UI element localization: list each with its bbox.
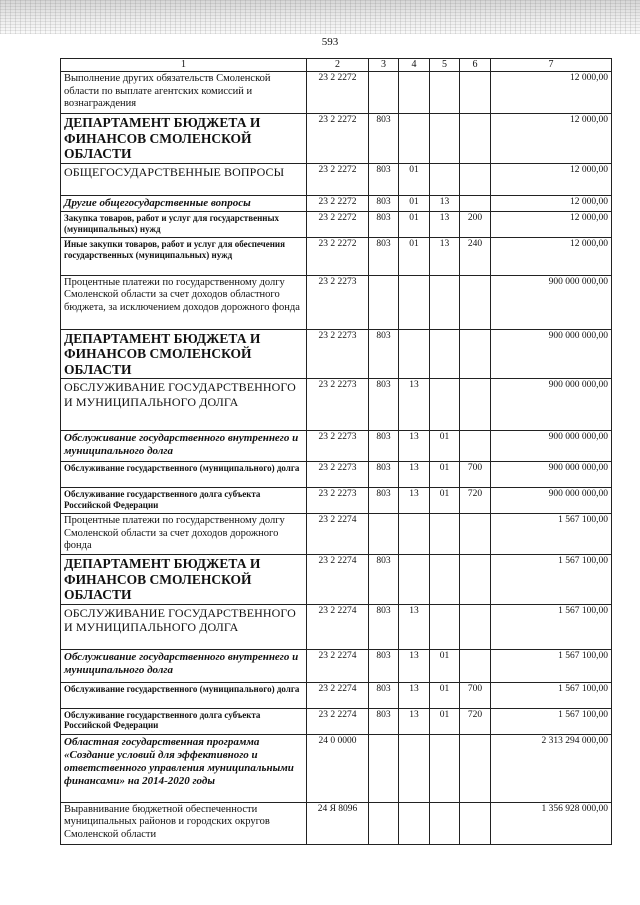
expense-type-code [460,195,491,211]
amount: 1 567 100,00 [491,514,612,555]
budget-code: 23 2 2274 [307,708,369,734]
expense-type-code: 240 [460,237,491,275]
expense-type-code [460,431,491,462]
table-row [61,237,612,275]
table-row [61,431,612,462]
ministry-code: 803 [369,195,399,211]
ministry-code: 803 [369,431,399,462]
expense-type-code [460,114,491,164]
subsection-code [430,802,460,844]
header-cell-7: 7 [491,59,612,72]
expense-type-code [460,163,491,195]
section-code [399,734,430,802]
expense-type-code: 720 [460,488,491,514]
subsection-code: 01 [430,708,460,734]
row-name: Обслуживание государственного внутреннего и муниципального долга [61,431,307,462]
ministry-code: 803 [369,237,399,275]
budget-code: 23 2 2274 [307,649,369,682]
subsection-code [430,604,460,649]
scan-artifact-strip [0,0,640,34]
section-code: 13 [399,431,430,462]
amount: 12 000,00 [491,237,612,275]
table-header-row [61,59,612,72]
amount: 1 567 100,00 [491,555,612,605]
ministry-code: 803 [369,488,399,514]
table-row [61,604,612,649]
amount: 2 313 294 000,00 [491,734,612,802]
section-code: 13 [399,462,430,488]
amount: 1 567 100,00 [491,604,612,649]
subsection-code: 01 [430,488,460,514]
ministry-code [369,514,399,555]
expense-type-code: 700 [460,462,491,488]
budget-code: 23 2 2272 [307,72,369,114]
expense-type-code [460,802,491,844]
budget-code: 23 2 2273 [307,488,369,514]
ministry-code [369,72,399,114]
header-cell-2: 2 [307,59,369,72]
row-name: Выравнивание бюджетной обеспеченности муниципальных районов и городских округов Смоленской области [61,802,307,844]
ministry-code: 803 [369,379,399,431]
budget-code: 23 2 2273 [307,431,369,462]
budget-code: 23 2 2273 [307,462,369,488]
amount: 900 000 000,00 [491,275,612,329]
table-row [61,649,612,682]
header-cell-5: 5 [430,59,460,72]
ministry-code: 803 [369,604,399,649]
subsection-code: 01 [430,462,460,488]
subsection-code: 13 [430,195,460,211]
table-row [61,379,612,431]
expense-type-code: 700 [460,682,491,708]
ministry-code: 803 [369,555,399,605]
row-name: Обслуживание государственного долга субъекта Российской Федерации [61,708,307,734]
budget-code: 23 2 2274 [307,682,369,708]
section-code [399,275,430,329]
section-code: 13 [399,682,430,708]
budget-code: 24 0 0000 [307,734,369,802]
expense-type-code [460,379,491,431]
table-row [61,802,612,844]
amount: 12 000,00 [491,72,612,114]
header-cell-1: 1 [61,59,307,72]
amount: 12 000,00 [491,114,612,164]
subsection-code [430,72,460,114]
expense-type-code [460,72,491,114]
budget-code: 23 2 2273 [307,275,369,329]
row-name: Закупка товаров, работ и услуг для государственных (муниципальных) нужд [61,211,307,237]
subsection-code [430,734,460,802]
table-row [61,734,612,802]
row-name: Обслуживание государственного внутреннего и муниципального долга [61,649,307,682]
ministry-code: 803 [369,114,399,164]
row-name: ДЕПАРТАМЕНТ БЮДЖЕТА И ФИНАНСОВ СМОЛЕНСКОЙ ОБЛАСТИ [61,555,307,605]
row-name: Обслуживание государственного долга субъекта Российской Федерации [61,488,307,514]
subsection-code: 01 [430,649,460,682]
subsection-code [430,114,460,164]
table-row [61,163,612,195]
expense-type-code [460,604,491,649]
expense-type-code [460,649,491,682]
page-number: 593 [321,36,339,48]
budget-code: 23 2 2273 [307,329,369,379]
row-name: Областная государственная программа «Создание условий для эффективного и ответственного управления муниципальными финансами» на 2014-2020 годы [61,734,307,802]
amount: 1 567 100,00 [491,649,612,682]
section-code: 01 [399,195,430,211]
table-row [61,72,612,114]
subsection-code: 13 [430,237,460,275]
amount: 12 000,00 [491,211,612,237]
budget-table [60,58,612,845]
ministry-code: 803 [369,708,399,734]
subsection-code [430,514,460,555]
ministry-code [369,802,399,844]
budget-code: 23 2 2272 [307,211,369,237]
subsection-code [430,163,460,195]
subsection-code: 13 [430,211,460,237]
budget-code: 23 2 2273 [307,379,369,431]
amount: 900 000 000,00 [491,329,612,379]
subsection-code [430,275,460,329]
budget-code: 23 2 2274 [307,514,369,555]
table-row [61,708,612,734]
table-row [61,555,612,605]
row-name: Иные закупки товаров, работ и услуг для обеспечения государственных (муниципальных) нужд [61,237,307,275]
row-name: ДЕПАРТАМЕНТ БЮДЖЕТА И ФИНАНСОВ СМОЛЕНСКОЙ ОБЛАСТИ [61,114,307,164]
table-row [61,114,612,164]
amount: 900 000 000,00 [491,379,612,431]
amount: 900 000 000,00 [491,431,612,462]
table-row [61,462,612,488]
section-code [399,114,430,164]
budget-code: 23 2 2272 [307,237,369,275]
section-code: 13 [399,379,430,431]
table-row [61,488,612,514]
budget-code: 23 2 2272 [307,195,369,211]
subsection-code: 01 [430,431,460,462]
ministry-code [369,275,399,329]
ministry-code: 803 [369,462,399,488]
expense-type-code [460,275,491,329]
subsection-code [430,329,460,379]
row-name: ОБСЛУЖИВАНИЕ ГОСУДАРСТВЕННОГО И МУНИЦИПАЛЬНОГО ДОЛГА [61,379,307,431]
ministry-code: 803 [369,211,399,237]
header-cell-4: 4 [399,59,430,72]
table-row [61,275,612,329]
row-name: Обслуживание государственного (муниципального) долга [61,682,307,708]
row-name: ДЕПАРТАМЕНТ БЮДЖЕТА И ФИНАНСОВ СМОЛЕНСКОЙ ОБЛАСТИ [61,329,307,379]
row-name: ОБСЛУЖИВАНИЕ ГОСУДАРСТВЕННОГО И МУНИЦИПАЛЬНОГО ДОЛГА [61,604,307,649]
section-code [399,802,430,844]
row-name: Выполнение других обязательств Смоленской области по выплате агентских комиссий и вознаграждения [61,72,307,114]
expense-type-code [460,734,491,802]
section-code: 13 [399,708,430,734]
row-name: Обслуживание государственного (муниципального) долга [61,462,307,488]
budget-code: 23 2 2272 [307,114,369,164]
amount: 1 567 100,00 [491,708,612,734]
table-row [61,195,612,211]
section-code [399,329,430,379]
row-name: Процентные платежи по государственному долгу Смоленской области за счет доходов областного бюджета, за исключением доходов дорожного фонда [61,275,307,329]
table-row [61,211,612,237]
expense-type-code: 720 [460,708,491,734]
row-name: Процентные платежи по государственному долгу Смоленской области за счет доходов дорожного фонда [61,514,307,555]
ministry-code: 803 [369,329,399,379]
budget-code: 24 Я 8096 [307,802,369,844]
section-code: 13 [399,649,430,682]
header-cell-3: 3 [369,59,399,72]
table-row [61,329,612,379]
section-code [399,514,430,555]
subsection-code: 01 [430,682,460,708]
subsection-code [430,555,460,605]
amount: 12 000,00 [491,195,612,211]
section-code: 01 [399,211,430,237]
subsection-code [430,379,460,431]
header-cell-6: 6 [460,59,491,72]
row-name: Другие общегосударственные вопросы [61,195,307,211]
section-code: 13 [399,604,430,649]
amount: 1 356 928 000,00 [491,802,612,844]
section-code: 01 [399,163,430,195]
ministry-code: 803 [369,163,399,195]
table-row [61,514,612,555]
amount: 900 000 000,00 [491,488,612,514]
amount: 12 000,00 [491,163,612,195]
section-code [399,72,430,114]
amount: 1 567 100,00 [491,682,612,708]
expense-type-code [460,514,491,555]
ministry-code [369,734,399,802]
ministry-code: 803 [369,649,399,682]
expense-type-code [460,329,491,379]
ministry-code: 803 [369,682,399,708]
table-row [61,682,612,708]
expense-type-code: 200 [460,211,491,237]
amount: 900 000 000,00 [491,462,612,488]
section-code: 13 [399,488,430,514]
budget-code: 23 2 2272 [307,163,369,195]
section-code [399,555,430,605]
section-code: 01 [399,237,430,275]
budget-code: 23 2 2274 [307,555,369,605]
budget-code: 23 2 2274 [307,604,369,649]
expense-type-code [460,555,491,605]
row-name: ОБЩЕГОСУДАРСТВЕННЫЕ ВОПРОСЫ [61,163,307,195]
